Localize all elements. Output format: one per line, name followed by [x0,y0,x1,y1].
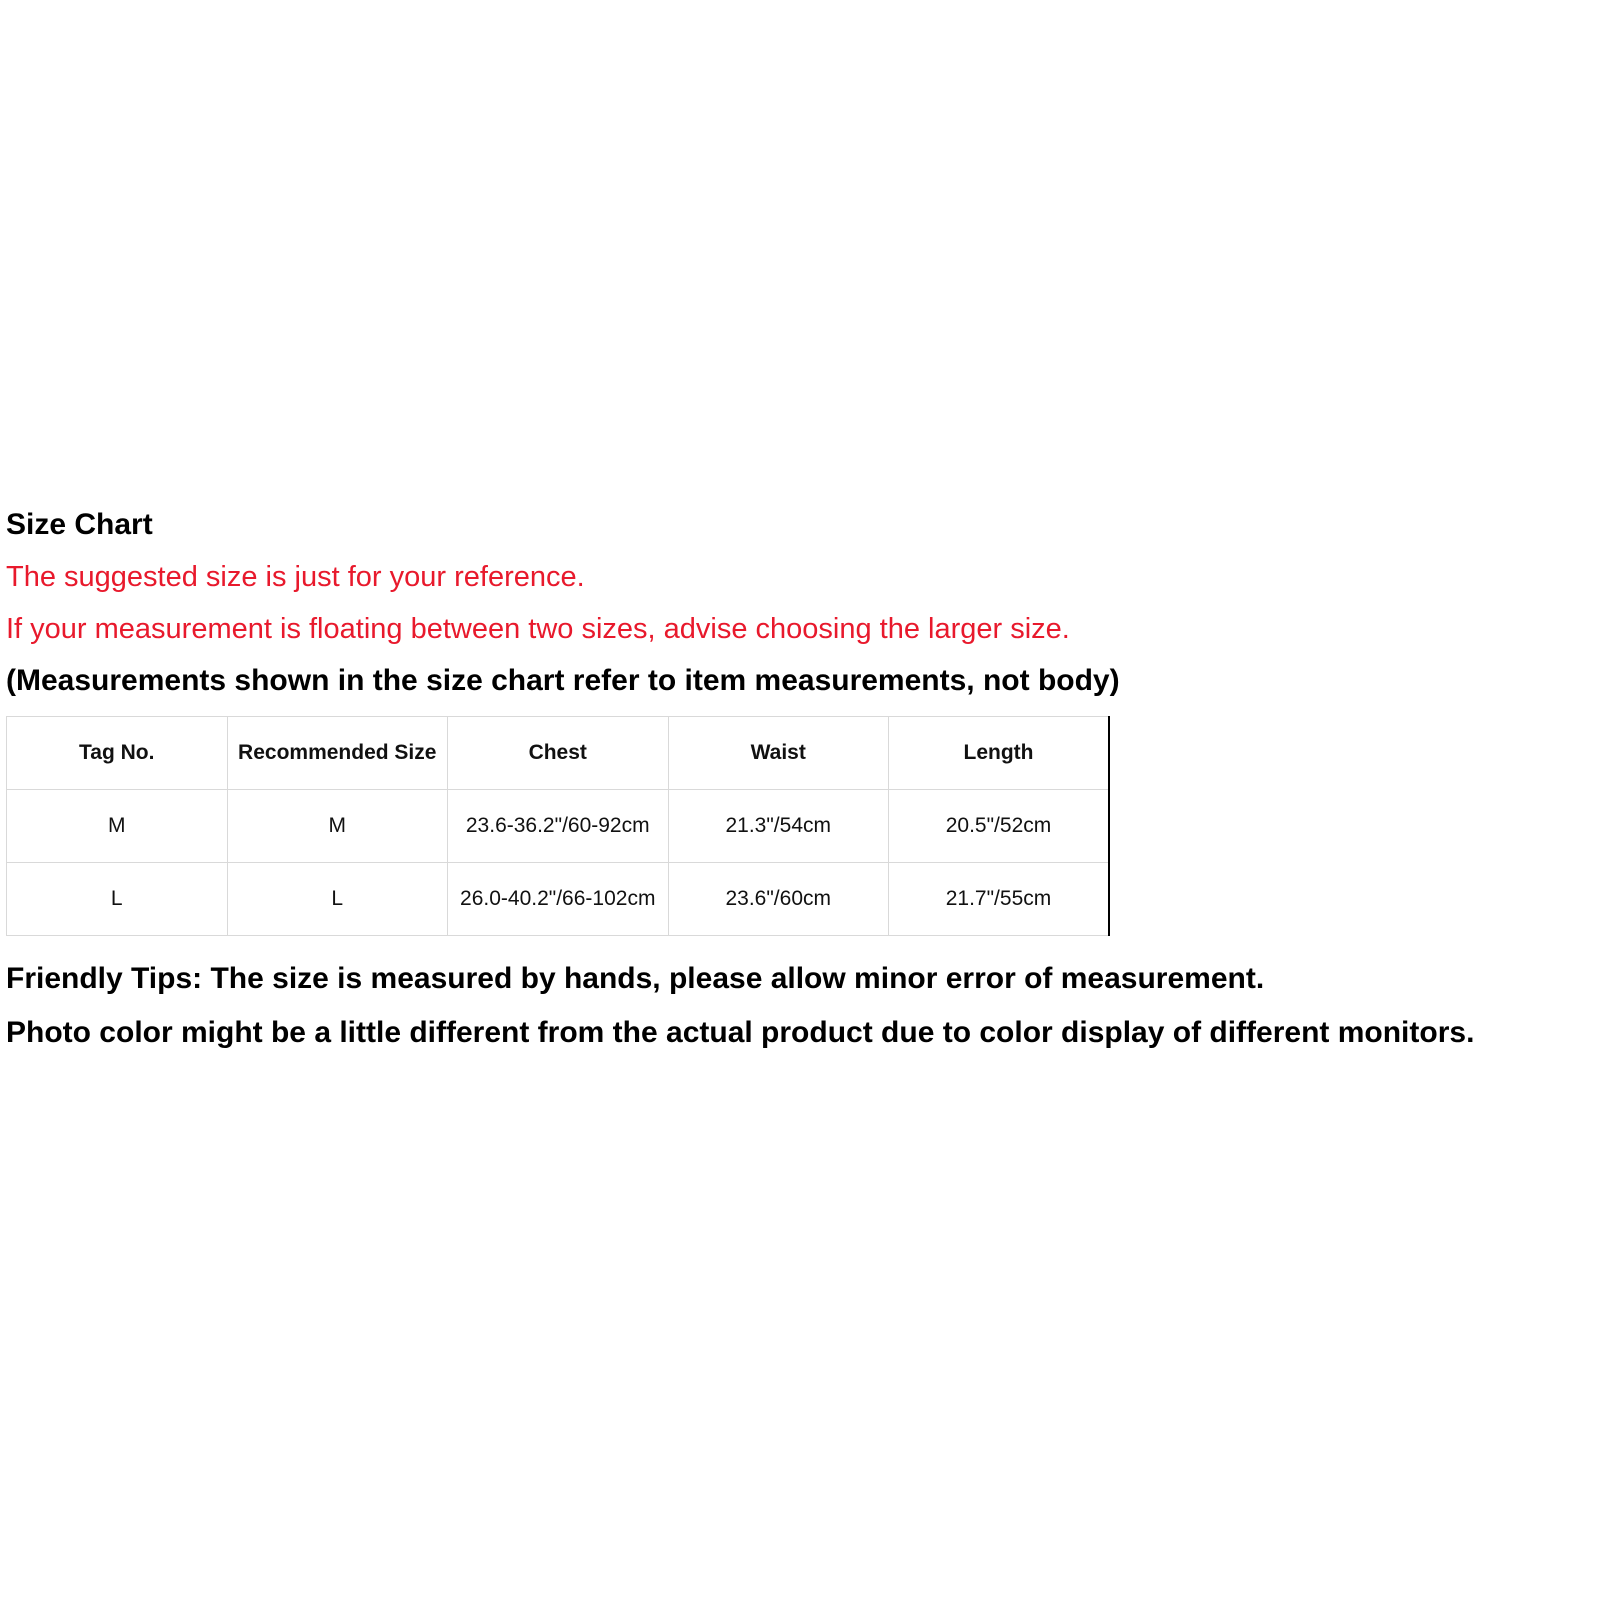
table-row [7,863,1110,936]
page-title: Size Chart [6,508,153,541]
measurement-note: (Measurements shown in the size chart refer to item measurements, not body) [6,664,1120,697]
size-table [6,716,1110,936]
table-header-row [7,717,1110,790]
reference-note: The suggested size is just for your reference. [6,561,585,593]
header-chest: Chest [448,717,669,790]
cell-length: 21.7"/55cm [889,863,1110,936]
table-row [7,790,1110,863]
cell-waist: 23.6"/60cm [668,863,889,936]
cell-tag-no: M [7,790,228,863]
cell-waist: 21.3"/54cm [668,790,889,863]
friendly-tips: Friendly Tips: The size is measured by hands, please allow minor error of measurement. [6,962,1265,995]
cell-tag-no: L [7,863,228,936]
cell-chest: 23.6-36.2"/60-92cm [448,790,669,863]
header-recommended-size: Recommended Size [227,717,448,790]
cell-chest: 26.0-40.2"/66-102cm [448,863,669,936]
cell-recommended-size: L [227,863,448,936]
header-tag-no: Tag No. [7,717,228,790]
cell-length: 20.5"/52cm [889,790,1110,863]
header-length: Length [889,717,1110,790]
photo-color-note: Photo color might be a little different from the actual product due to color display of different monitors. [6,1016,1475,1049]
larger-size-note: If your measurement is floating between two sizes, advise choosing the larger size. [6,613,1070,645]
cell-recommended-size: M [227,790,448,863]
header-waist: Waist [668,717,889,790]
size-chart-section [6,508,1596,1050]
